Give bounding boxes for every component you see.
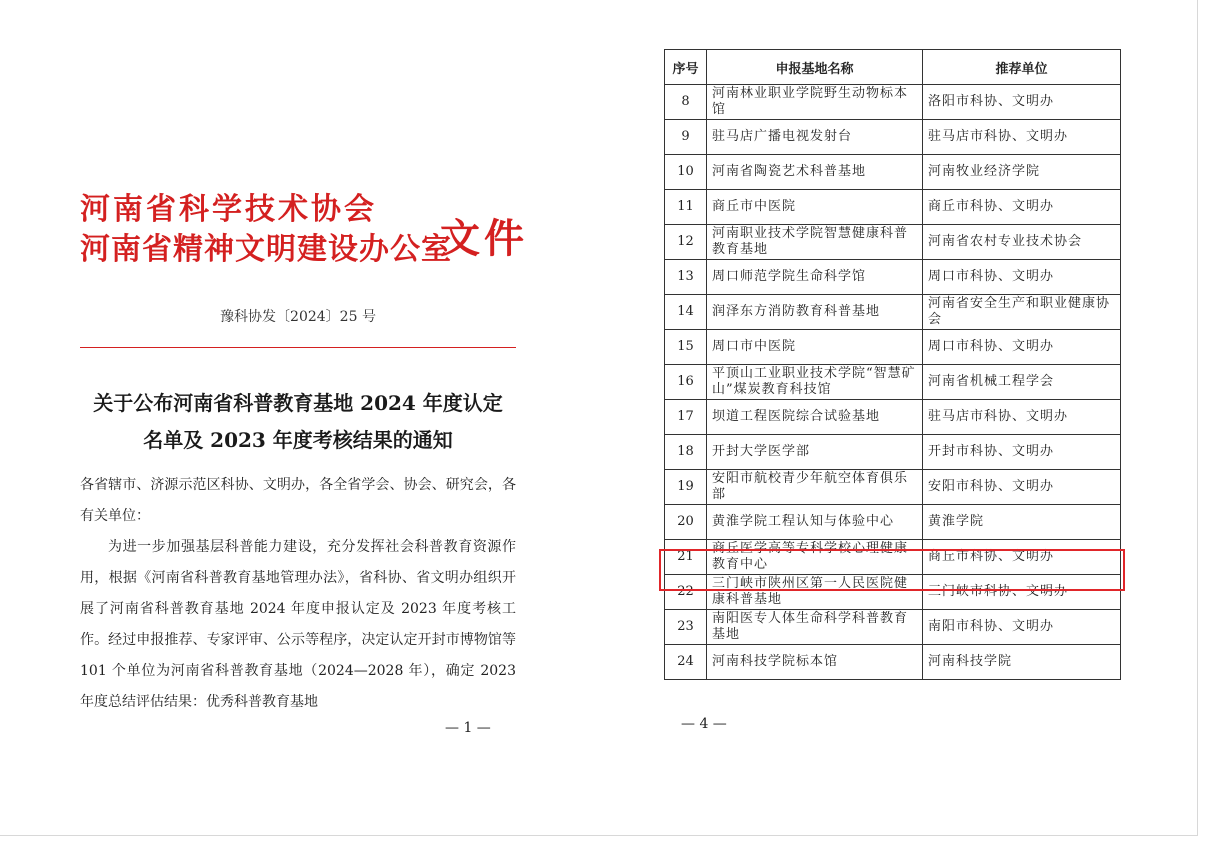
row-seq: 23 <box>665 610 707 645</box>
row-base-name: 安阳市航校青少年航空体育俱乐部 <box>707 470 923 505</box>
row-base-name: 平顶山工业职业技术学院“智慧矿山”煤炭教育科技馆 <box>707 365 923 400</box>
row-seq: 8 <box>665 85 707 120</box>
row-seq: 13 <box>665 260 707 295</box>
row-recommender: 河南牧业经济学院 <box>923 155 1121 190</box>
document-type: 文件 <box>440 215 528 262</box>
issuer-line-2: 河南省精神文明建设办公室 <box>80 232 452 267</box>
page-number-right: — 4 — <box>681 716 727 732</box>
row-base-name: 三门峡市陕州区第一人民医院健康科普基地 <box>707 575 923 610</box>
row-recommender: 开封市科协、文明办 <box>923 435 1121 470</box>
row-base-name: 南阳医专人体生命科学科普教育基地 <box>707 610 923 645</box>
row-recommender: 黄淮学院 <box>923 505 1121 540</box>
row-recommender: 南阳市科协、文明办 <box>923 610 1121 645</box>
row-base-name: 开封大学医学部 <box>707 435 923 470</box>
row-recommender: 商丘市科协、文明办 <box>923 190 1121 225</box>
table-row <box>665 120 1121 155</box>
table-row <box>665 400 1121 435</box>
notice-body <box>80 470 516 718</box>
table-row <box>665 155 1121 190</box>
row-base-name: 润泽东方消防教育科普基地 <box>707 295 923 330</box>
row-seq: 12 <box>665 225 707 260</box>
row-base-name: 周口市中医院 <box>707 330 923 365</box>
table-row <box>665 85 1121 120</box>
row-seq: 19 <box>665 470 707 505</box>
row-seq: 14 <box>665 295 707 330</box>
row-recommender: 洛阳市科协、文明办 <box>923 85 1121 120</box>
row-seq: 20 <box>665 505 707 540</box>
row-recommender: 三门峡市科协、文明办 <box>923 575 1121 610</box>
row-recommender: 商丘市科协、文明办 <box>923 540 1121 575</box>
row-seq: 16 <box>665 365 707 400</box>
row-base-name: 商丘医学高等专科学校心理健康教育中心 <box>707 540 923 575</box>
row-base-name: 河南科技学院标本馆 <box>707 645 923 680</box>
row-base-name: 黄淮学院工程认知与体验中心 <box>707 505 923 540</box>
row-base-name: 坝道工程医院综合试验基地 <box>707 400 923 435</box>
table-row <box>665 260 1121 295</box>
row-base-name: 河南省陶瓷艺术科普基地 <box>707 155 923 190</box>
table-row <box>665 435 1121 470</box>
row-recommender: 周口市科协、文明办 <box>923 330 1121 365</box>
table-row <box>665 645 1121 680</box>
row-base-name: 周口师范学院生命科学馆 <box>707 260 923 295</box>
row-recommender: 河南科技学院 <box>923 645 1121 680</box>
row-base-name: 商丘市中医院 <box>707 190 923 225</box>
notice-title <box>80 385 516 459</box>
row-seq: 15 <box>665 330 707 365</box>
page-number-left: — 1 — <box>445 720 491 736</box>
table-row <box>665 190 1121 225</box>
row-recommender: 河南省安全生产和职业健康协会 <box>923 295 1121 330</box>
issuer-line-1: 河南省科学技术协会 <box>80 192 377 227</box>
table-row <box>665 610 1121 645</box>
row-seq: 10 <box>665 155 707 190</box>
row-recommender: 驻马店市科协、文明办 <box>923 400 1121 435</box>
row-recommender: 安阳市科协、文明办 <box>923 470 1121 505</box>
row-base-name: 驻马店广播电视发射台 <box>707 120 923 155</box>
body-paragraph: 为进一步加强基层科普能力建设，充分发挥社会科普教育资源作用，根据《河南省科普教育基地管理办法》，省科协、省文明办组织开展了河南省科普教育基地 2024 年度申报认定及 2023 年度考核工作。经过申报推荐、专家评审、公示等程序，决定认定开封市博物馆等 101 个单位为河南省科普教育基地（2024—2028 年），确定 2023 年度总结评估结果：优秀科普教育基地 <box>80 539 516 710</box>
table-row <box>665 470 1121 505</box>
row-seq: 9 <box>665 120 707 155</box>
row-recommender: 河南省农村专业技术协会 <box>923 225 1121 260</box>
issuer-block <box>80 190 452 270</box>
row-seq: 22 <box>665 575 707 610</box>
row-seq: 24 <box>665 645 707 680</box>
header-base-name: 申报基地名称 <box>707 50 923 85</box>
row-recommender: 河南省机械工程学会 <box>923 365 1121 400</box>
row-seq: 11 <box>665 190 707 225</box>
row-base-name: 河南林业职业学院野生动物标本馆 <box>707 85 923 120</box>
highlight-box-row-21 <box>659 549 1125 591</box>
table-row <box>665 365 1121 400</box>
row-seq: 18 <box>665 435 707 470</box>
notice-title-line-2: 名单及 2023 年度考核结果的通知 <box>143 428 453 452</box>
table-header-row <box>665 50 1121 85</box>
notice-title-line-1: 关于公布河南省科普教育基地 2024 年度认定 <box>93 391 503 415</box>
header-recommender: 推荐单位 <box>923 50 1121 85</box>
row-seq: 21 <box>665 540 707 575</box>
table-row <box>665 505 1121 540</box>
document-number: 豫科协发〔2024〕25 号 <box>220 309 376 325</box>
table-row <box>665 295 1121 330</box>
table-row <box>665 330 1121 365</box>
row-seq: 17 <box>665 400 707 435</box>
salutation: 各省辖市、济源示范区科协、文明办，各全省学会、协会、研究会，各有关单位： <box>80 477 516 524</box>
header-seq: 序号 <box>665 50 707 85</box>
row-base-name: 河南职业技术学院智慧健康科普教育基地 <box>707 225 923 260</box>
row-recommender: 驻马店市科协、文明办 <box>923 120 1121 155</box>
red-divider <box>80 347 516 348</box>
table-row <box>665 225 1121 260</box>
row-recommender: 周口市科协、文明办 <box>923 260 1121 295</box>
